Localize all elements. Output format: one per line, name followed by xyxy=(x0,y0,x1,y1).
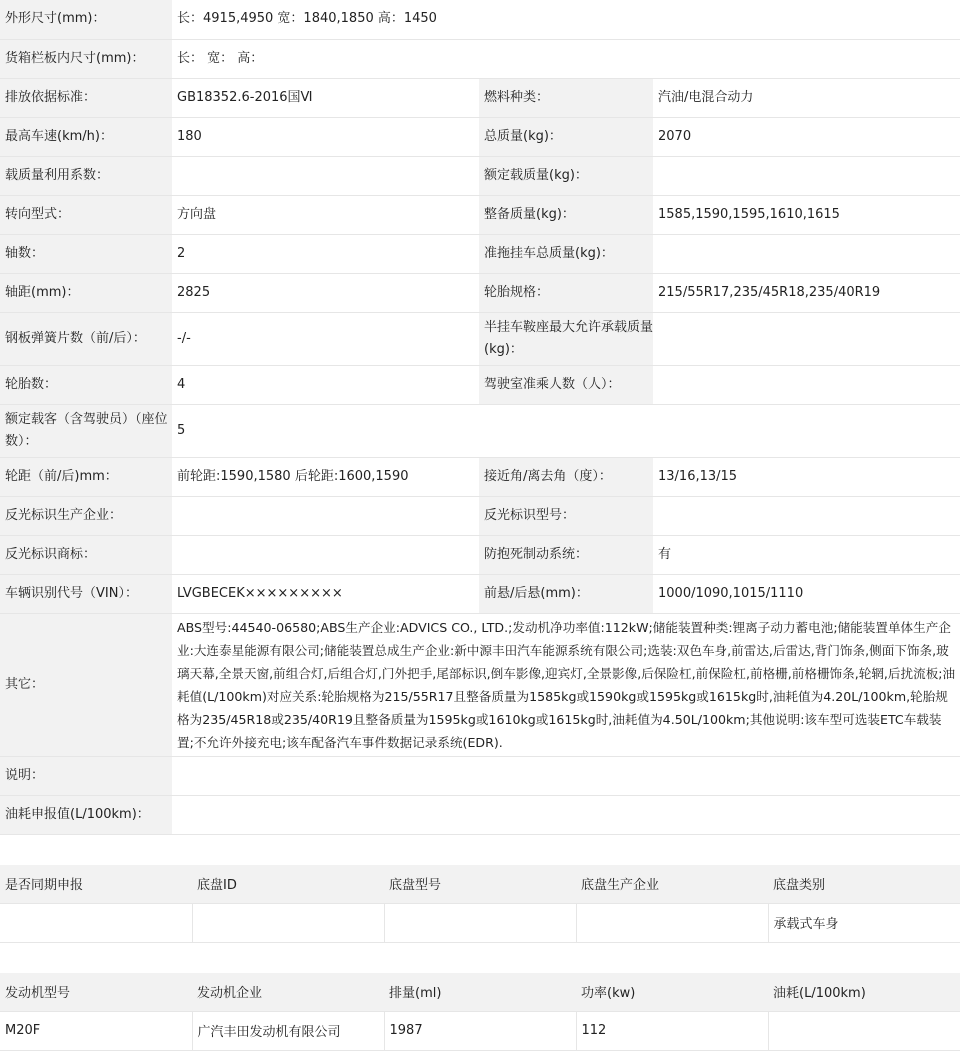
tire-spec-value: 215/55R17,235/45R18,235/40R19 xyxy=(653,273,960,312)
chassis-category-value: 承载式车身 xyxy=(768,903,960,942)
curb-mass-value: 1585,1590,1595,1610,1615 xyxy=(653,195,960,234)
engine-maker-value: 广汽丰田发动机有限公司 xyxy=(192,1011,384,1050)
seating-capacity-value: 5 xyxy=(172,404,960,457)
leaf-spring-label: 钢板弹簧片数（前/后）： xyxy=(0,312,172,365)
axle-count-value: 2 xyxy=(172,234,479,273)
trailer-mass-label: 准拖挂车总质量(kg)： xyxy=(479,234,653,273)
steering-type-value: 方向盘 xyxy=(172,195,479,234)
track-width-label: 轮距（前/后)mm： xyxy=(0,457,172,496)
chassis-id-value xyxy=(192,903,384,942)
load-factor-value xyxy=(172,156,479,195)
emission-standard-label: 排放依据标准： xyxy=(0,78,172,117)
dims-value: 长：4915,4950 宽：1840,1850 高：1450 xyxy=(172,0,960,39)
reflector-maker-value xyxy=(172,496,479,535)
other-label: 其它： xyxy=(0,613,172,756)
tire-spec-label: 轮胎规格： xyxy=(479,273,653,312)
note-label: 说明： xyxy=(0,756,172,795)
wheelbase-label: 轴距(mm)： xyxy=(0,273,172,312)
emission-standard-value: GB18352.6-2016国Ⅵ xyxy=(172,78,479,117)
engine-model-value: M20F xyxy=(0,1011,192,1050)
approach-departure-angle-label: 接近角/离去角（度）： xyxy=(479,457,653,496)
reflector-model-value xyxy=(653,496,960,535)
max-speed-value: 180 xyxy=(172,117,479,156)
chassis-header-concurrent: 是否同期申报 xyxy=(0,865,192,904)
fuel-type-value: 汽油/电混合动力 xyxy=(653,78,960,117)
engine-power-value: 112 xyxy=(576,1011,768,1050)
overhang-label: 前悬/后悬(mm)： xyxy=(479,574,653,613)
axle-count-label: 轴数： xyxy=(0,234,172,273)
max-speed-label: 最高车速(km/h)： xyxy=(0,117,172,156)
fuel-report-label: 油耗申报值(L/100km)： xyxy=(0,795,172,834)
engine-header-power: 功率(kw) xyxy=(576,973,768,1012)
vin-label: 车辆识别代号（VIN）： xyxy=(0,574,172,613)
track-width-value: 前轮距:1590,1580 后轮距:1600,1590 xyxy=(172,457,479,496)
wheelbase-value: 2825 xyxy=(172,273,479,312)
vin-value: LVGBECEK××××××××× xyxy=(172,574,479,613)
fuel-type-label: 燃料种类： xyxy=(479,78,653,117)
leaf-spring-value: -/- xyxy=(172,312,479,365)
chassis-header-category: 底盘类别 xyxy=(768,865,960,904)
rated-load-label: 额定载质量(kg)： xyxy=(479,156,653,195)
engine-header-fuel-consumption: 油耗(L/100km) xyxy=(768,973,960,1012)
abs-label: 防抱死制动系统： xyxy=(479,535,653,574)
chassis-concurrent-value xyxy=(0,903,192,942)
approach-departure-angle-value: 13/16,13/15 xyxy=(653,457,960,496)
chassis-table xyxy=(0,865,960,943)
other-value: ABS型号:44540-06580;ABS生产企业:ADVICS CO., LTD.;发动机净功率值:112kW;储能装置种类:锂离子动力蓄电池;储能装置单体生产企业:大连泰星能源有限公司;储能装置总成生产企业:新中源丰田汽车能源系统有限公司;选装:双色车身,前雷达,后雷达,背门饰条,侧面下饰条,玻璃天幕,全景天窗,前组合灯,后组合灯,门外把手,尾部标识,倒车影像,迎宾灯,全景影像,后保险杠,前保险杠,前格栅,前格栅饰条,轮辋,后扰流板;油耗值(L/100km)对应关系:轮胎规格为215/55R17且整备质量为1585kg或1590kg或1595kg或1615kg时,油耗值为4.20L/100km,轮胎规格为235/45R18或235/40R19且整备质量为1595kg或1610kg或1615kg时,油耗值为4.50L/100km;其他说明:该车型可选装ETC车载装置;不允许外接充电;该车配备汽车事件数据记录系统(EDR). xyxy=(172,613,960,756)
engine-fuel-consumption-value xyxy=(768,1011,960,1050)
total-mass-label: 总质量(kg)： xyxy=(479,117,653,156)
chassis-header-maker: 底盘生产企业 xyxy=(576,865,768,904)
saddle-load-label: 半挂车鞍座最大允许承载质量(kg)： xyxy=(479,312,653,365)
note-value xyxy=(172,756,960,795)
overhang-value: 1000/1090,1015/1110 xyxy=(653,574,960,613)
saddle-load-value xyxy=(653,312,960,365)
rated-load-value xyxy=(653,156,960,195)
engine-table xyxy=(0,973,960,1051)
cargo-box-value: 长： 宽： 高： xyxy=(172,39,960,78)
cab-occupants-label: 驾驶室准乘人数（人）： xyxy=(479,365,653,404)
engine-displacement-value: 1987 xyxy=(384,1011,576,1050)
cargo-box-label: 货箱栏板内尺寸(mm)： xyxy=(0,39,172,78)
curb-mass-label: 整备质量(kg)： xyxy=(479,195,653,234)
abs-value: 有 xyxy=(653,535,960,574)
fuel-report-value xyxy=(172,795,960,834)
engine-header-maker: 发动机企业 xyxy=(192,973,384,1012)
chassis-header-id: 底盘ID xyxy=(192,865,384,904)
engine-header-model: 发动机型号 xyxy=(0,973,192,1012)
load-factor-label: 载质量利用系数： xyxy=(0,156,172,195)
tire-count-label: 轮胎数： xyxy=(0,365,172,404)
cab-occupants-value xyxy=(653,365,960,404)
chassis-header-model: 底盘型号 xyxy=(384,865,576,904)
chassis-model-value xyxy=(384,903,576,942)
reflector-model-label: 反光标识型号： xyxy=(479,496,653,535)
reflector-brand-value xyxy=(172,535,479,574)
total-mass-value: 2070 xyxy=(653,117,960,156)
seating-capacity-label: 额定载客（含驾驶员）（座位数）： xyxy=(0,404,172,457)
engine-header-displacement: 排量(ml) xyxy=(384,973,576,1012)
tire-count-value: 4 xyxy=(172,365,479,404)
dims-label: 外形尺寸(mm)： xyxy=(0,0,172,39)
steering-type-label: 转向型式： xyxy=(0,195,172,234)
reflector-maker-label: 反光标识生产企业： xyxy=(0,496,172,535)
trailer-mass-value xyxy=(653,234,960,273)
chassis-maker-value xyxy=(576,903,768,942)
reflector-brand-label: 反光标识商标： xyxy=(0,535,172,574)
